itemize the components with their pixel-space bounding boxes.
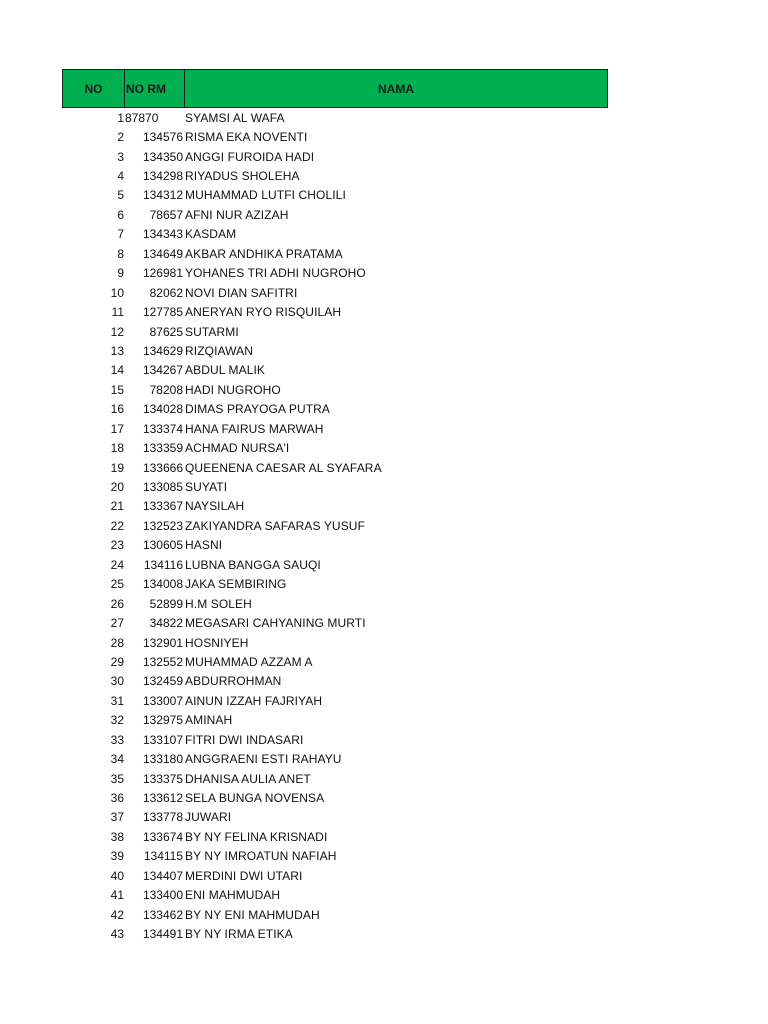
table-row (62, 691, 608, 710)
table-row (62, 127, 608, 146)
cell-no-rm: 133085 (142, 480, 183, 495)
cell-nama: ANERYAN RYO RISQUILAH (185, 305, 342, 320)
cell-no-rm: 34822 (149, 616, 183, 631)
cell-no-rm: 132552 (142, 654, 183, 669)
cell-no-rm: 133666 (142, 460, 183, 475)
table-row (62, 652, 608, 671)
cell-no: 36 (110, 791, 124, 806)
cell-no: 3 (117, 149, 124, 164)
cell-nama: JAKA SEMBIRING (185, 577, 287, 592)
cell-no: 30 (110, 674, 124, 689)
cell-no: 13 (110, 343, 124, 358)
table-row (62, 186, 608, 205)
cell-nama: ACHMAD NURSA'I (185, 441, 290, 456)
cell-no: 6 (117, 207, 124, 222)
table-row (62, 827, 608, 846)
cell-no-rm: 133375 (142, 771, 183, 786)
table-row (62, 633, 608, 652)
cell-no: 14 (110, 363, 124, 378)
cell-no: 33 (110, 732, 124, 747)
cell-no: 7 (117, 227, 124, 242)
cell-nama: ABDURROHMAN (185, 674, 282, 689)
cell-no: 8 (117, 246, 124, 261)
table-row (62, 438, 608, 457)
cell-nama: MERDINI DWI UTARI (185, 868, 303, 883)
cell-no-rm: 133180 (142, 752, 183, 767)
cell-no: 35 (110, 771, 124, 786)
cell-nama: AINUN IZZAH FAJRIYAH (185, 693, 323, 708)
cell-no: 41 (110, 888, 124, 903)
cell-no-rm: 133612 (142, 791, 183, 806)
cell-nama: LUBNA BANGGA SAUQI (185, 557, 321, 572)
cell-no: 32 (110, 713, 124, 728)
cell-nama: JUWARI (185, 810, 232, 825)
cell-no: 4 (117, 169, 124, 184)
cell-no-rm: 134028 (142, 402, 183, 417)
cell-no: 17 (110, 421, 124, 436)
cell-nama: MEGASARI CAHYANING MURTI (185, 616, 366, 631)
table-row (62, 283, 608, 302)
table-row (62, 749, 608, 768)
cell-no-rm: 132975 (142, 713, 183, 728)
table-row (62, 730, 608, 749)
cell-no: 1 (117, 110, 124, 125)
cell-nama: SUYATI (185, 480, 228, 495)
table-row (62, 458, 608, 477)
table-row (62, 108, 608, 127)
cell-no-rm: 82062 (149, 285, 183, 300)
table-row (62, 166, 608, 185)
cell-no: 9 (117, 266, 124, 281)
cell-no: 2 (117, 130, 124, 145)
cell-no-rm: 134491 (142, 927, 183, 942)
cell-nama: AKBAR ANDHIKA PRATAMA (185, 246, 343, 261)
cell-nama: KASDAM (185, 227, 237, 242)
cell-no-rm: 133359 (142, 441, 183, 456)
table-row (62, 264, 608, 283)
table-row (62, 477, 608, 496)
cell-no-rm: 134267 (142, 363, 183, 378)
cell-no: 5 (117, 188, 124, 203)
header-nama: NAMA (378, 81, 414, 96)
cell-no-rm: 130605 (142, 538, 183, 553)
cell-no: 23 (110, 538, 124, 553)
cell-no: 11 (111, 305, 124, 320)
table-row (62, 205, 608, 224)
cell-no-rm: 134116 (143, 557, 183, 572)
cell-no: 18 (110, 441, 124, 456)
cell-nama: HASNI (185, 538, 223, 553)
cell-no-rm: 133007 (142, 693, 183, 708)
cell-no-rm: 87870 (125, 110, 159, 125)
table-row (62, 361, 608, 380)
cell-nama: DIMAS PRAYOGA PUTRA (185, 402, 331, 417)
cell-no-rm: 132523 (142, 518, 183, 533)
cell-no-rm: 134576 (142, 130, 183, 145)
cell-no: 24 (110, 557, 124, 572)
cell-nama: HOSNIYEH (185, 635, 249, 650)
cell-nama: QUEENENA CAESAR AL SYAFARA (185, 460, 382, 475)
cell-nama: ABDUL MALIK (185, 363, 266, 378)
table-row (62, 672, 608, 691)
cell-no: 10 (110, 285, 124, 300)
cell-nama: NOVI DIAN SAFITRI (185, 285, 298, 300)
table-row (62, 788, 608, 807)
cell-nama: MUHAMMAD AZZAM A (185, 654, 313, 669)
table-row (62, 302, 608, 321)
cell-no: 25 (110, 577, 124, 592)
cell-no: 43 (110, 927, 124, 942)
cell-no: 22 (110, 518, 124, 533)
cell-nama: RIZQIAWAN (185, 343, 254, 358)
cell-no-rm: 133400 (142, 888, 183, 903)
cell-no-rm: 126981 (142, 266, 183, 281)
cell-nama: BY NY FELINA KRISNADI (185, 829, 328, 844)
cell-nama: BY NY ENI MAHMUDAH (185, 907, 320, 922)
header-no: NO (63, 70, 125, 107)
cell-nama: BY NY IMROATUN NAFIAH (185, 849, 337, 864)
cell-nama: RIYADUS SHOLEHA (185, 169, 300, 184)
cell-nama: NAYSILAH (185, 499, 245, 514)
table-row (62, 400, 608, 419)
cell-no-rm: 78208 (149, 382, 183, 397)
cell-no-rm: 133462 (142, 907, 183, 922)
table-row (62, 594, 608, 613)
cell-nama: ENI MAHMUDAH (185, 888, 281, 903)
table-row (62, 380, 608, 399)
table-row (62, 147, 608, 166)
table-body (62, 108, 608, 944)
cell-no: 21 (110, 499, 124, 514)
cell-no: 27 (110, 616, 124, 631)
table-row (62, 847, 608, 866)
cell-no-rm: 134343 (142, 227, 183, 242)
cell-nama: MUHAMMAD LUTFI CHOLILI (185, 188, 346, 203)
cell-nama: ANGGI FUROIDA HADI (185, 149, 315, 164)
cell-nama: ZAKIYANDRA SAFARAS YUSUF (185, 518, 366, 533)
cell-nama: HANA FAIRUS MARWAH (185, 421, 324, 436)
table-row (62, 555, 608, 574)
cell-no: 19 (110, 460, 124, 475)
table-header (62, 69, 608, 108)
cell-no-rm: 52899 (149, 596, 183, 611)
table-row (62, 244, 608, 263)
cell-no-rm: 134649 (142, 246, 183, 261)
table-row (62, 769, 608, 788)
cell-no: 16 (110, 402, 124, 417)
cell-no-rm: 78657 (149, 207, 183, 222)
cell-no: 40 (110, 868, 124, 883)
table-row (62, 808, 608, 827)
cell-no: 37 (110, 810, 124, 825)
cell-no-rm: 132459 (142, 674, 183, 689)
cell-nama: H.M SOLEH (185, 596, 252, 611)
table-row (62, 341, 608, 360)
table-row (62, 575, 608, 594)
cell-no: 29 (110, 654, 124, 669)
cell-no-rm: 134350 (142, 149, 183, 164)
cell-nama: SELA BUNGA NOVENSA (185, 791, 325, 806)
table-row (62, 866, 608, 885)
cell-no: 42 (110, 907, 124, 922)
cell-nama: AMINAH (185, 713, 233, 728)
cell-nama: FITRI DWI INDASARI (185, 732, 304, 747)
table-row (62, 536, 608, 555)
cell-no-rm: 134115 (143, 849, 183, 864)
cell-no: 38 (110, 829, 124, 844)
cell-no: 39 (110, 849, 124, 864)
cell-nama: RISMA EKA NOVENTI (185, 130, 308, 145)
table-row (62, 516, 608, 535)
cell-no-rm: 134312 (142, 188, 183, 203)
cell-no-rm: 132901 (142, 635, 183, 650)
cell-no-rm: 134629 (142, 343, 183, 358)
cell-no: 34 (110, 752, 124, 767)
table-row (62, 322, 608, 341)
cell-no: 20 (110, 480, 124, 495)
cell-nama: DHANISA AULIA ANET (185, 771, 311, 786)
table-row (62, 613, 608, 632)
cell-no-rm: 133674 (142, 829, 183, 844)
cell-no-rm: 133107 (142, 732, 183, 747)
table-row (62, 497, 608, 516)
cell-no-rm: 134008 (142, 577, 183, 592)
cell-nama: BY NY IRMA ETIKA (185, 927, 293, 942)
cell-nama: YOHANES TRI ADHI NUGROHO (185, 266, 366, 281)
cell-no-rm: 87625 (149, 324, 183, 339)
header-no-rm: NO RM (125, 70, 185, 107)
cell-no: 31 (110, 693, 124, 708)
cell-nama: SUTARMI (185, 324, 239, 339)
table-row (62, 419, 608, 438)
cell-nama: SYAMSI AL WAFA (185, 110, 285, 125)
cell-no: 26 (110, 596, 124, 611)
cell-no-rm: 133374 (142, 421, 183, 436)
table-row (62, 711, 608, 730)
cell-no-rm: 127785 (142, 305, 183, 320)
cell-nama: AFNI NUR AZIZAH (185, 207, 289, 222)
cell-no: 15 (110, 382, 124, 397)
table-row (62, 886, 608, 905)
table-row (62, 225, 608, 244)
cell-no-rm: 134407 (142, 868, 183, 883)
cell-no: 12 (110, 324, 124, 339)
cell-no-rm: 133778 (142, 810, 183, 825)
cell-no-rm: 133367 (142, 499, 183, 514)
cell-nama: ANGGRAENI ESTI RAHAYU (185, 752, 342, 767)
cell-no: 28 (110, 635, 124, 650)
cell-no-rm: 134298 (142, 169, 183, 184)
cell-nama: HADI NUGROHO (185, 382, 281, 397)
table-row (62, 905, 608, 924)
table-row (62, 924, 608, 943)
